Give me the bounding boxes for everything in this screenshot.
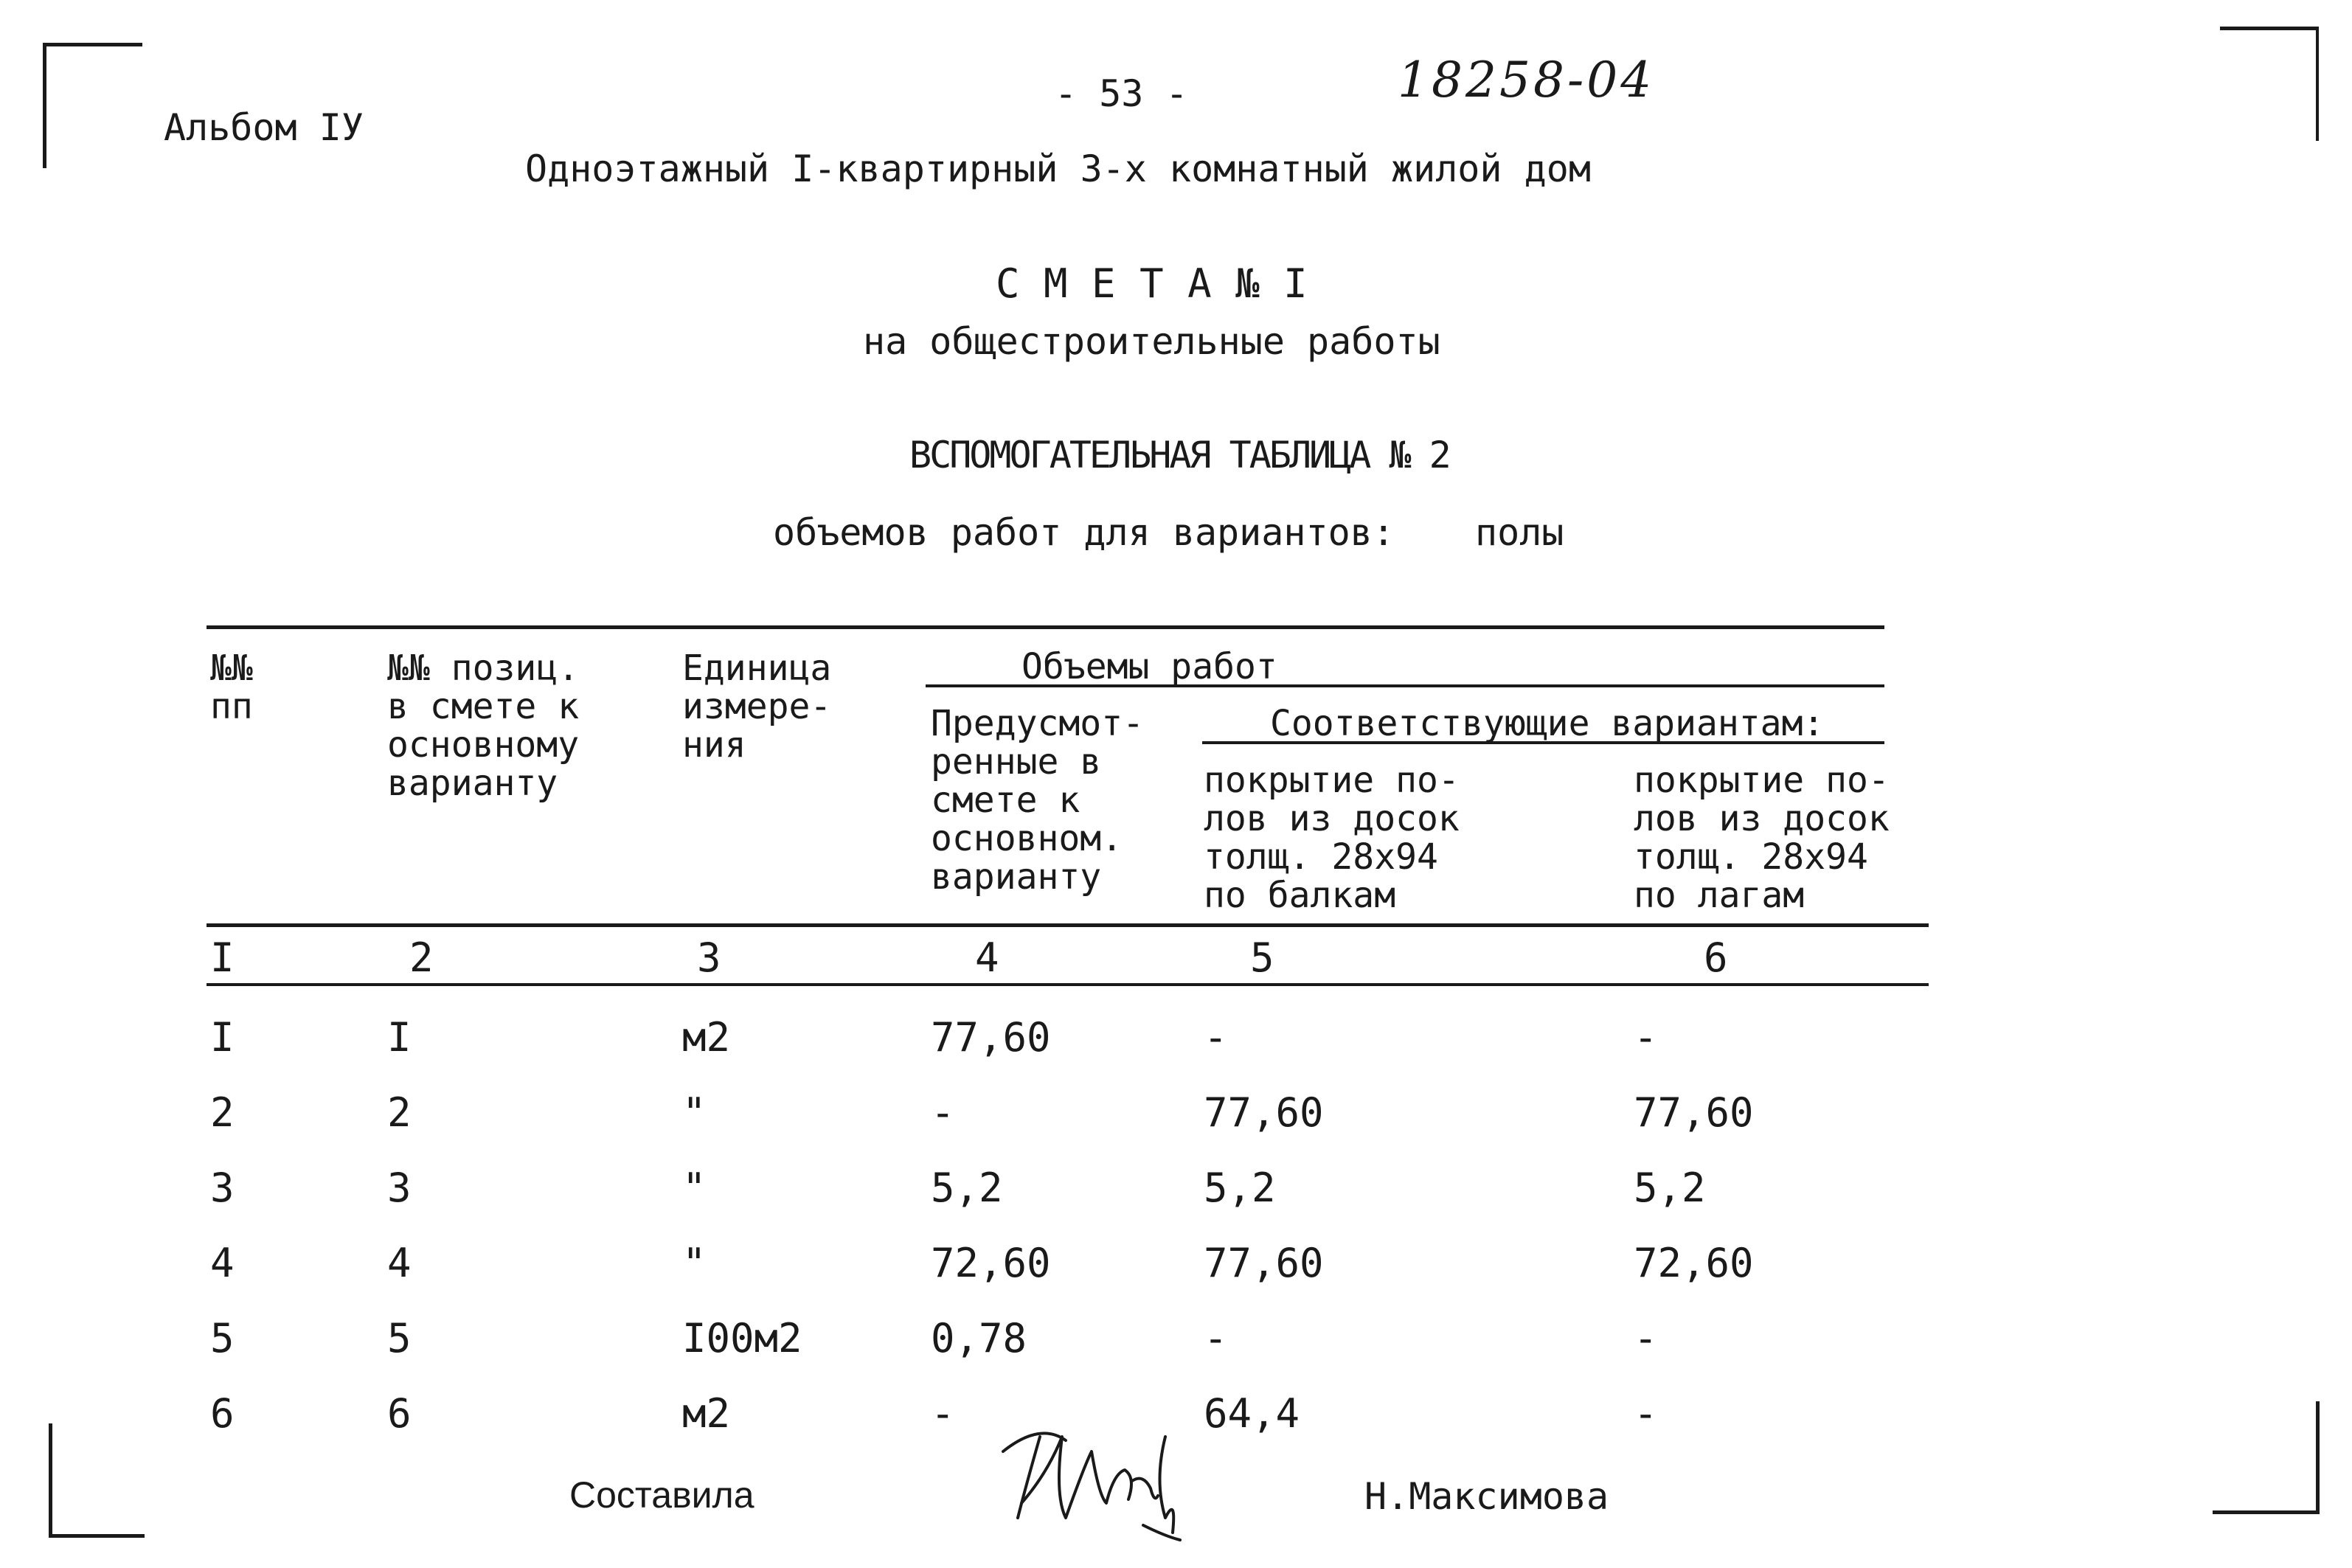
- smeta-subtitle: на общестроительные работы: [863, 320, 1440, 363]
- variant-beams-volume: 64,4: [1204, 1390, 1300, 1437]
- position-number: 4: [387, 1240, 412, 1286]
- column-number-3: 3: [697, 934, 721, 981]
- row-number: 3: [210, 1165, 235, 1211]
- base-volume: 77,60: [931, 1014, 1051, 1061]
- column-number-2: 2: [409, 934, 434, 981]
- variant-beams-volume: -: [1204, 1014, 1228, 1061]
- corner-mark-bottom-left: [49, 1423, 145, 1538]
- header-variant-beams: покрытие по- лов из досок толщ. 28х94 по балкам: [1204, 760, 1460, 916]
- page-number: - 53 -: [1055, 72, 1188, 115]
- variant-beams-volume: -: [1204, 1315, 1228, 1361]
- variant-beams-volume: 77,60: [1204, 1240, 1324, 1286]
- handwritten-signature: [996, 1407, 1195, 1544]
- position-number: 3: [387, 1165, 412, 1211]
- column-number-5: 5: [1250, 934, 1274, 981]
- base-volume: 72,60: [931, 1240, 1051, 1286]
- album-label: Альбом IУ: [164, 106, 364, 149]
- variant-joists-volume: 77,60: [1634, 1089, 1754, 1136]
- variant-joists-volume: -: [1634, 1315, 1658, 1361]
- position-number: I: [387, 1014, 412, 1061]
- signer-name: Н.Максимова: [1364, 1475, 1609, 1518]
- composed-by-label: Составила: [569, 1474, 754, 1516]
- header-variants-subgroup: Соответствующие вариантам:: [1270, 703, 1825, 744]
- position-number: 2: [387, 1089, 412, 1136]
- column-number-4: 4: [975, 934, 999, 981]
- position-number: 5: [387, 1315, 412, 1361]
- position-number: 6: [387, 1390, 412, 1437]
- variant-joists-volume: 5,2: [1634, 1165, 1706, 1211]
- header-row-number: №№ пп: [210, 648, 253, 727]
- variant-beams-volume: 77,60: [1204, 1089, 1324, 1136]
- base-volume: 0,78: [931, 1315, 1027, 1361]
- row-number: 2: [210, 1089, 235, 1136]
- variant-beams-volume: 5,2: [1204, 1165, 1276, 1211]
- base-volume: -: [931, 1390, 955, 1437]
- unit: I00м2: [682, 1315, 802, 1361]
- table-title: ВСПОМОГАТЕЛЬНАЯ ТАБЛИЦА № 2: [909, 434, 1449, 476]
- header-variant-joists: покрытие по- лов из досок толщ. 28х94 по лагам: [1634, 760, 1890, 916]
- table-subtitle-prefix: объемов работ для вариантов:: [773, 511, 1395, 554]
- column-number-6: 6: [1704, 934, 1728, 981]
- corner-mark-top-left: [43, 43, 142, 168]
- unit: ": [682, 1165, 707, 1211]
- unit: ": [682, 1089, 707, 1136]
- unit: м2: [682, 1390, 731, 1437]
- numbers-bottom-rule: [207, 983, 1929, 986]
- variant-joists-volume: -: [1634, 1014, 1658, 1061]
- column-number-1: I: [210, 934, 235, 981]
- header-bottom-rule: [207, 923, 1929, 927]
- row-number: 6: [210, 1390, 235, 1437]
- row-number: 4: [210, 1240, 235, 1286]
- corner-mark-bottom-right: [2213, 1401, 2320, 1514]
- header-volumes-group: Объемы работ: [1021, 646, 1277, 687]
- header-base-variant: Предусмот- ренные в смете к основном. варианту: [931, 703, 1144, 898]
- header-unit: Единица измере- ния: [682, 648, 832, 766]
- row-number: I: [210, 1014, 235, 1061]
- variant-joists-volume: 72,60: [1634, 1240, 1754, 1286]
- variant-joists-volume: -: [1634, 1390, 1658, 1437]
- document-subtitle: Одноэтажный I-квартирный 3-х комнатный жилой дом: [525, 148, 1591, 190]
- base-volume: -: [931, 1089, 955, 1136]
- corner-mark-top-right: [2220, 27, 2319, 141]
- smeta-title: С М Е Т А № I: [996, 260, 1308, 307]
- unit: м2: [682, 1014, 731, 1061]
- table-top-rule: [207, 625, 1884, 629]
- table-subtitle-value: полы: [1475, 511, 1564, 554]
- unit: ": [682, 1240, 707, 1286]
- row-number: 5: [210, 1315, 235, 1361]
- header-position-in-estimate: №№ позиц. в смете к основному варианту: [387, 648, 580, 804]
- handwritten-reference: 18258-04: [1398, 52, 1655, 108]
- base-volume: 5,2: [931, 1165, 1003, 1211]
